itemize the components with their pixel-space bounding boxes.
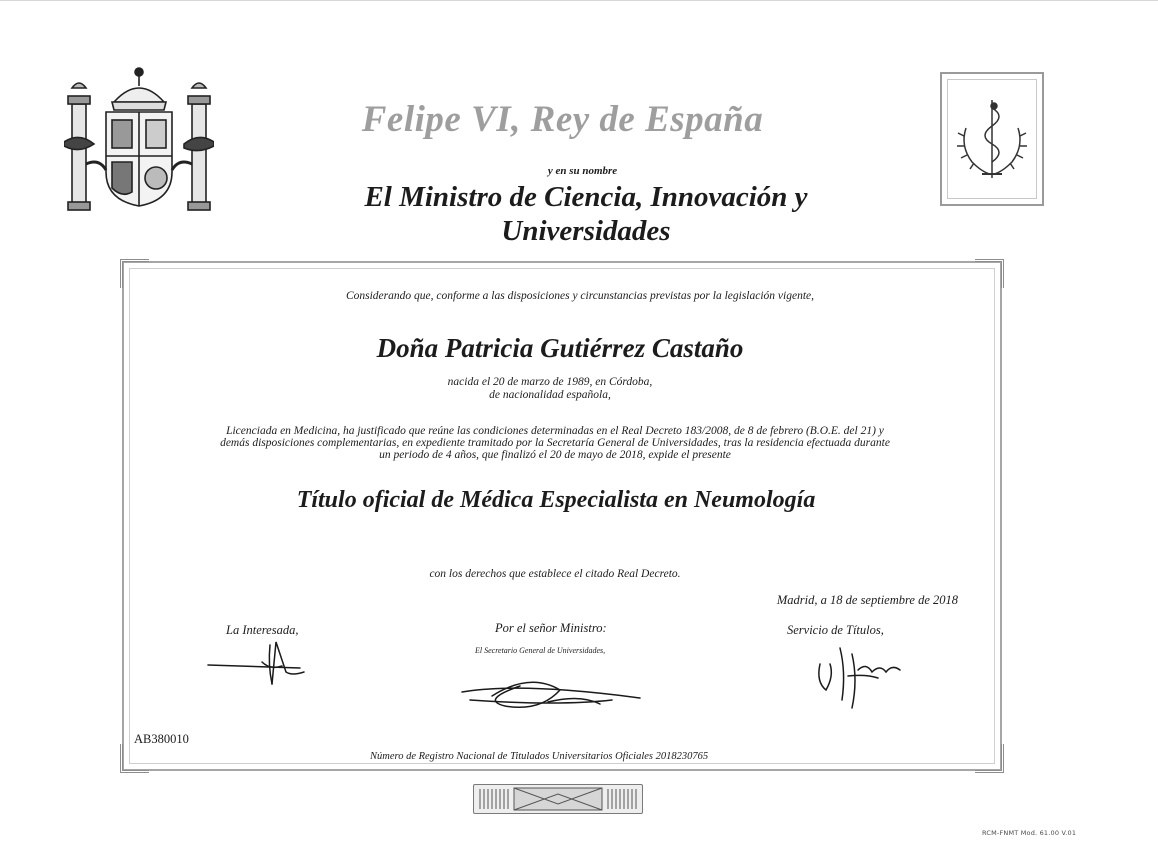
place-and-date: Madrid, a 18 de septiembre de 2018 <box>776 593 958 607</box>
birth-line: nacida el 20 de marzo de 1989, en Córdoba, <box>447 376 653 388</box>
service-signature <box>819 648 900 708</box>
minister-label: Por el señor Ministro: <box>495 621 607 635</box>
nationality-line: de nacionalidad española, <box>489 389 611 401</box>
secretary-signature <box>462 682 640 707</box>
in-his-name-text: y en su nombre <box>547 165 618 177</box>
paragraph-line: un periodo de 4 años, que finalizó el 20 de mayo de 2018, expide el presente <box>379 449 731 461</box>
holder-name: Doña Patricia Gutiérrez Castaño <box>376 333 744 363</box>
king-title: Felipe VI, Rey de España <box>361 99 764 140</box>
decorative-emblem <box>473 784 643 814</box>
paragraph-line: Licenciada en Medicina, ha justificado que reúne las condiciones determinadas en el Real Decreto 183/2008, de 8 de febrero (B.O.E. del 21) y <box>226 425 884 437</box>
considering-text: Considerando que, conforme a las disposiciones y circunstancias previstas por la legislación vigente, <box>345 290 815 302</box>
secretary-label: El Secretario General de Universidades, <box>475 646 606 655</box>
service-label: Servicio de Títulos, <box>787 623 884 637</box>
print-reference: RCM-FNMT Mod. 61.00 V.01 <box>982 829 1077 837</box>
degree-title: Título oficial de Médica Especialista en Neumología <box>296 487 816 513</box>
paragraph-line: demás disposiciones complementarias, en expediente tramitado por la Secretaría General de Universidades, tras la residencia efectuada durante <box>220 437 890 449</box>
interested-signature <box>208 642 304 684</box>
minister-title: El Ministro de Ciencia, Innovación y Universidades <box>364 181 808 247</box>
interested-label: La Interesada, <box>226 623 299 637</box>
serial-code: AB380010 <box>134 732 189 746</box>
registry-number: Número de Registro Nacional de Titulados Universitarios Oficiales 2018230765 <box>370 751 709 762</box>
rights-text: con los derechos que establece el citado Real Decreto. <box>429 568 681 580</box>
decorative-emblem-icon <box>474 785 642 813</box>
